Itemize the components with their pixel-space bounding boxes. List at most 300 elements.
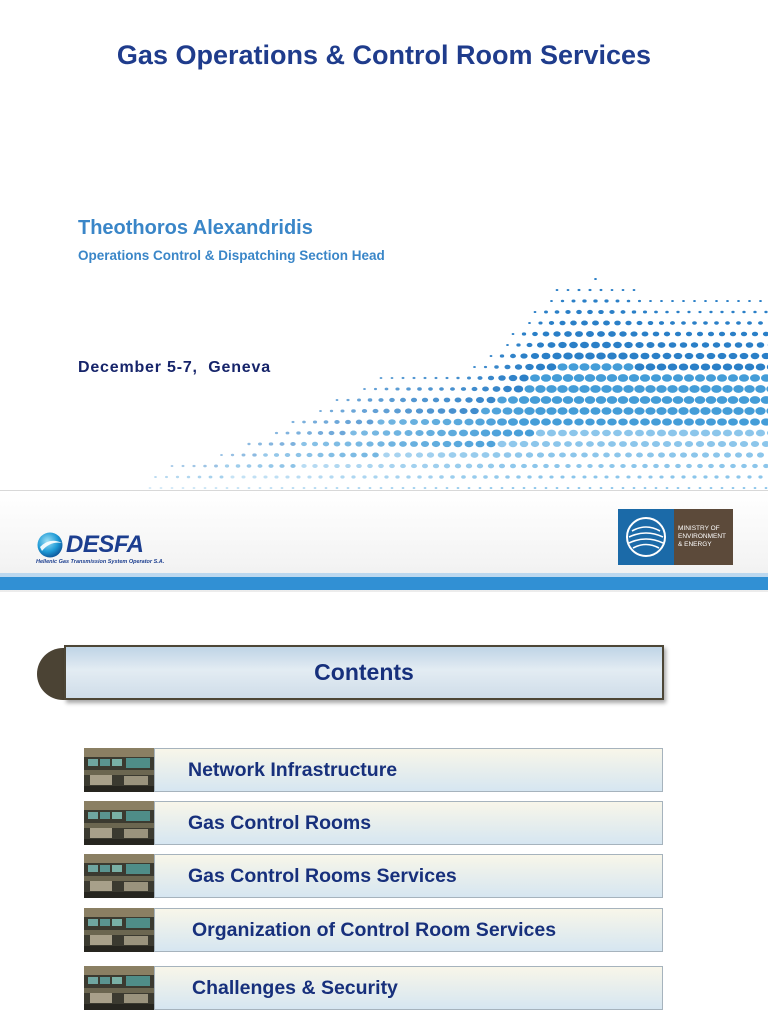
background-dot (307, 431, 312, 435)
background-dot (470, 430, 479, 437)
background-dot (472, 387, 478, 391)
background-dot (543, 332, 550, 337)
background-dot (706, 374, 716, 381)
background-dot (482, 452, 490, 458)
background-dot (648, 321, 654, 325)
background-dot (482, 387, 489, 392)
background-dot (506, 344, 509, 346)
background-dot (618, 374, 628, 382)
background-dot (621, 310, 626, 314)
background-dot (356, 464, 362, 468)
thumbnail-shape (84, 1004, 154, 1010)
background-dot (647, 452, 654, 457)
background-dot (421, 419, 429, 425)
background-dot (488, 464, 494, 469)
background-dot (427, 408, 434, 414)
background-dot (494, 365, 499, 368)
background-dot (597, 331, 605, 337)
background-dot (487, 441, 496, 448)
background-dot (589, 487, 592, 489)
background-dot (530, 418, 540, 425)
background-dot (296, 431, 300, 434)
background-dot (751, 441, 759, 447)
background-dot (761, 418, 768, 425)
background-dot (473, 366, 476, 368)
thumbnail-shape (84, 823, 154, 828)
background-dot (739, 418, 749, 425)
background-dot (215, 487, 218, 489)
background-dot (334, 442, 341, 447)
background-dot (377, 441, 384, 446)
background-dot (230, 476, 234, 479)
contents-item[interactable] (84, 966, 664, 1010)
background-dot (613, 430, 622, 437)
background-dot (607, 418, 617, 425)
background-dot (574, 352, 584, 359)
background-dot (494, 475, 499, 478)
background-dot (519, 418, 529, 425)
background-dot (718, 441, 726, 447)
background-dot (279, 464, 284, 468)
thumbnail-shape (124, 882, 148, 891)
background-dot (702, 342, 709, 347)
background-dot (656, 385, 667, 393)
background-dot (542, 353, 551, 360)
background-dot (659, 475, 663, 478)
background-dot (356, 420, 362, 425)
background-dot (593, 475, 597, 478)
background-dot (471, 452, 479, 458)
background-dot (557, 385, 568, 393)
background-dot (651, 396, 662, 404)
background-dot (707, 353, 716, 359)
background-dot (268, 464, 273, 468)
background-dot (593, 299, 597, 302)
background-dot (373, 409, 379, 413)
background-dot (446, 487, 449, 489)
background-dot (399, 441, 407, 447)
background-dot (647, 342, 655, 348)
background-dot (546, 385, 557, 393)
background-dot (564, 441, 572, 447)
background-dot (395, 475, 399, 478)
background-dot (637, 475, 641, 478)
background-dot (171, 465, 174, 467)
background-dot (664, 332, 670, 337)
background-dot (632, 310, 637, 313)
desfa-logo-tagline: Hellenic Gas Transmission System Operator S.A. (36, 559, 165, 565)
background-dot (710, 487, 713, 489)
background-dot (520, 441, 528, 447)
background-dot (357, 399, 361, 402)
background-dot (670, 321, 675, 325)
background-dot (722, 385, 732, 393)
thumbnail-shape (84, 854, 154, 863)
background-dot (700, 385, 710, 393)
background-dot (667, 407, 677, 415)
background-dot (648, 475, 652, 478)
thumbnail-shape (126, 864, 150, 874)
background-dot (340, 475, 344, 478)
background-dot (415, 430, 423, 436)
background-dot (547, 363, 557, 370)
background-dot (700, 407, 710, 415)
background-dot (516, 475, 520, 478)
background-dot (649, 300, 652, 302)
background-dot (476, 441, 485, 448)
background-dot (670, 475, 674, 478)
background-dot (548, 342, 556, 348)
background-dot (460, 452, 468, 458)
background-dot (399, 419, 407, 425)
background-dot (372, 453, 379, 458)
background-dot (725, 475, 729, 478)
background-dot (220, 454, 223, 456)
background-dot (763, 464, 768, 468)
background-dot (651, 374, 661, 382)
background-dot (578, 487, 581, 489)
background-dot (358, 487, 361, 489)
background-dot (730, 464, 736, 468)
background-dot (466, 464, 472, 469)
background-dot (708, 332, 714, 337)
background-dot (444, 464, 450, 469)
contents-item-label: Network Infrastructure (188, 759, 398, 781)
background-dot (367, 464, 373, 468)
background-dot (467, 377, 471, 380)
background-dot (607, 374, 617, 382)
thumbnail-shape (84, 966, 154, 975)
background-dot (761, 374, 768, 381)
background-dot (674, 353, 683, 359)
background-dot (757, 342, 765, 348)
background-dot (351, 475, 355, 478)
background-dot (556, 289, 559, 291)
background-dot (587, 310, 593, 314)
background-dot (564, 331, 572, 337)
background-dot (640, 418, 650, 425)
background-dot (722, 407, 732, 415)
background-dot (698, 311, 701, 313)
background-dot (241, 475, 245, 478)
contents-item[interactable] (84, 748, 664, 792)
background-dot (726, 300, 729, 302)
background-dot (689, 385, 699, 393)
background-dot (193, 487, 196, 489)
background-dot (395, 387, 399, 390)
background-dot (530, 396, 541, 404)
background-dot (443, 441, 452, 447)
background-dot (598, 310, 604, 314)
background-dot (367, 419, 374, 424)
background-dot (275, 432, 278, 434)
background-dot (487, 397, 496, 404)
background-dot (761, 396, 768, 404)
background-dot (575, 441, 583, 447)
thumbnail-shape (100, 919, 110, 926)
background-dot (481, 408, 490, 415)
thumbnail-shape (88, 759, 98, 766)
background-dot (724, 452, 731, 457)
background-dot (355, 441, 362, 446)
background-dot (448, 430, 457, 437)
thumbnail-shape (84, 908, 154, 917)
thumbnail-shape (84, 876, 154, 881)
background-dot (524, 385, 534, 392)
background-dot (176, 476, 179, 478)
background-dot (269, 442, 273, 445)
background-dot (347, 487, 350, 489)
control-room-thumbnail (84, 854, 154, 898)
background-dot (323, 442, 329, 447)
background-dot (247, 443, 250, 445)
ministry-text-line: ENVIRONMENT (678, 533, 727, 540)
background-dot (527, 343, 533, 347)
background-dot (744, 385, 755, 393)
background-dot (603, 453, 610, 458)
background-dot (538, 475, 542, 478)
contents-heading: Contents (64, 645, 664, 700)
background-dot (601, 407, 611, 414)
background-dot (563, 396, 573, 404)
background-dot (465, 397, 472, 402)
background-dot (515, 364, 522, 369)
background-dot (608, 441, 616, 447)
background-dot (695, 418, 705, 425)
background-dot (565, 310, 570, 314)
background-dot (532, 332, 538, 336)
background-dot (336, 399, 339, 401)
background-dot (465, 441, 474, 448)
thumbnail-shape (84, 748, 154, 757)
background-dot (325, 487, 328, 489)
background-dot (394, 430, 402, 436)
contents-item-label: Challenges & Security (192, 977, 398, 999)
background-dot (690, 364, 699, 371)
background-dot (439, 475, 444, 478)
background-dot (622, 289, 625, 291)
background-dot (604, 475, 608, 478)
background-dot (226, 487, 229, 489)
event-date-location: December 5-7, Geneva (78, 359, 271, 376)
background-dot (585, 419, 594, 426)
background-dot (692, 321, 697, 324)
background-dot (609, 464, 614, 468)
background-dot (514, 429, 524, 436)
background-dot (416, 408, 423, 413)
background-dot (545, 487, 548, 489)
background-dot (660, 300, 663, 302)
background-dot (203, 465, 207, 468)
background-dot (501, 487, 504, 489)
background-dot (345, 464, 351, 468)
background-dot (685, 353, 694, 359)
background-dot (615, 475, 619, 478)
background-dot (247, 464, 252, 468)
background-dot (643, 310, 647, 313)
background-dot (739, 374, 749, 381)
background-dot (433, 398, 439, 403)
background-dot (580, 430, 589, 436)
background-dot (455, 397, 462, 402)
background-dot (345, 441, 352, 446)
background-dot (394, 452, 401, 457)
background-dot (747, 321, 752, 325)
background-dot (657, 363, 667, 370)
background-dot (659, 321, 664, 325)
background-dot (290, 464, 295, 468)
background-dot (596, 418, 606, 425)
background-dot (744, 407, 754, 415)
background-dot (582, 475, 586, 478)
background-dot (270, 487, 273, 489)
background-dot (740, 353, 749, 359)
background-dot (510, 464, 516, 468)
background-dot (591, 342, 600, 349)
background-dot (527, 475, 531, 478)
background-dot (534, 487, 537, 489)
background-dot (274, 475, 278, 478)
background-dot (154, 476, 157, 478)
thumbnail-shape (100, 865, 110, 872)
background-dot (567, 289, 570, 291)
background-dot (613, 342, 622, 348)
background-dot (411, 464, 417, 468)
background-dot (307, 475, 311, 478)
background-dot (618, 418, 628, 425)
background-dot (450, 475, 455, 478)
background-dot (525, 364, 533, 370)
background-dot (556, 487, 559, 489)
background-dot (762, 441, 768, 447)
background-dot (351, 409, 356, 412)
background-dot (585, 396, 595, 404)
background-dot (248, 487, 251, 489)
background-dot (427, 452, 434, 457)
background-dot (497, 418, 507, 425)
background-dot (366, 441, 373, 446)
background-dot (690, 430, 699, 437)
background-dot (574, 418, 584, 425)
background-dot (479, 487, 482, 489)
background-dot (686, 464, 692, 468)
background-dot (481, 430, 490, 437)
background-dot (552, 418, 562, 425)
background-dot (602, 430, 611, 436)
background-dot (198, 476, 202, 479)
background-dot (220, 476, 224, 479)
background-dot (513, 407, 523, 415)
thumbnail-shape (88, 865, 98, 872)
background-dot (459, 430, 468, 437)
background-dot (259, 487, 262, 489)
background-dot (579, 407, 589, 414)
background-dot (369, 487, 372, 489)
background-dot (699, 487, 702, 489)
background-dot (328, 453, 334, 458)
background-dot (361, 430, 368, 435)
background-dot (673, 418, 683, 425)
background-dot (581, 320, 588, 325)
background-dot (678, 407, 688, 415)
contents-item[interactable] (84, 801, 664, 845)
background-dot (552, 353, 561, 360)
background-dot (329, 475, 333, 478)
background-dot (656, 407, 666, 415)
background-dot (330, 410, 333, 412)
background-dot (642, 331, 649, 336)
thumbnail-shape (126, 758, 150, 768)
background-dot (391, 377, 394, 379)
background-dot (590, 385, 601, 393)
background-dot (646, 363, 656, 370)
background-dot (704, 300, 707, 302)
background-dot (706, 418, 716, 425)
background-dot (574, 396, 584, 404)
background-dot (597, 441, 605, 447)
background-dot (252, 475, 256, 478)
background-dot (618, 353, 627, 360)
background-dot (536, 430, 545, 437)
background-dot (411, 398, 417, 403)
background-dot (644, 487, 647, 489)
background-dot (689, 407, 699, 415)
ministry-text-line: & ENERGY (678, 541, 712, 548)
background-dot (563, 374, 573, 382)
background-dot (252, 453, 256, 456)
background-dot (663, 441, 671, 447)
background-dot (307, 453, 313, 457)
background-dot (721, 487, 724, 489)
background-dot (752, 332, 758, 337)
background-dot (405, 452, 412, 457)
background-dot (607, 353, 616, 360)
background-dot (303, 487, 306, 489)
background-dot (503, 386, 512, 392)
background-dot (614, 321, 621, 326)
background-dot (601, 363, 611, 371)
background-dot (432, 441, 440, 447)
contents-item[interactable] (84, 908, 664, 952)
contents-item[interactable] (84, 854, 664, 898)
background-dot (274, 453, 279, 457)
background-dot (713, 342, 720, 347)
background-dot (755, 407, 765, 415)
background-dot (600, 487, 603, 489)
thumbnail-shape (124, 994, 148, 1003)
background-dot (582, 299, 586, 302)
background-dot (543, 464, 549, 468)
background-dot (590, 363, 600, 371)
background-dot (435, 377, 438, 379)
background-dot (728, 396, 739, 404)
background-dot (400, 464, 406, 468)
background-dot (526, 452, 533, 457)
thumbnail-shape (84, 801, 154, 810)
thumbnail-shape (84, 839, 154, 845)
background-dot (380, 377, 383, 379)
ministry-text-line: MINISTRY OF (678, 525, 720, 532)
thumbnail-shape (112, 919, 122, 926)
background-dot (651, 418, 661, 425)
background-dot (499, 464, 505, 469)
background-dot (285, 453, 290, 457)
desfa-globe-icon (36, 531, 66, 559)
background-dot (520, 353, 527, 358)
background-dot (537, 342, 544, 347)
background-dot (720, 311, 723, 313)
background-dot (383, 409, 389, 414)
